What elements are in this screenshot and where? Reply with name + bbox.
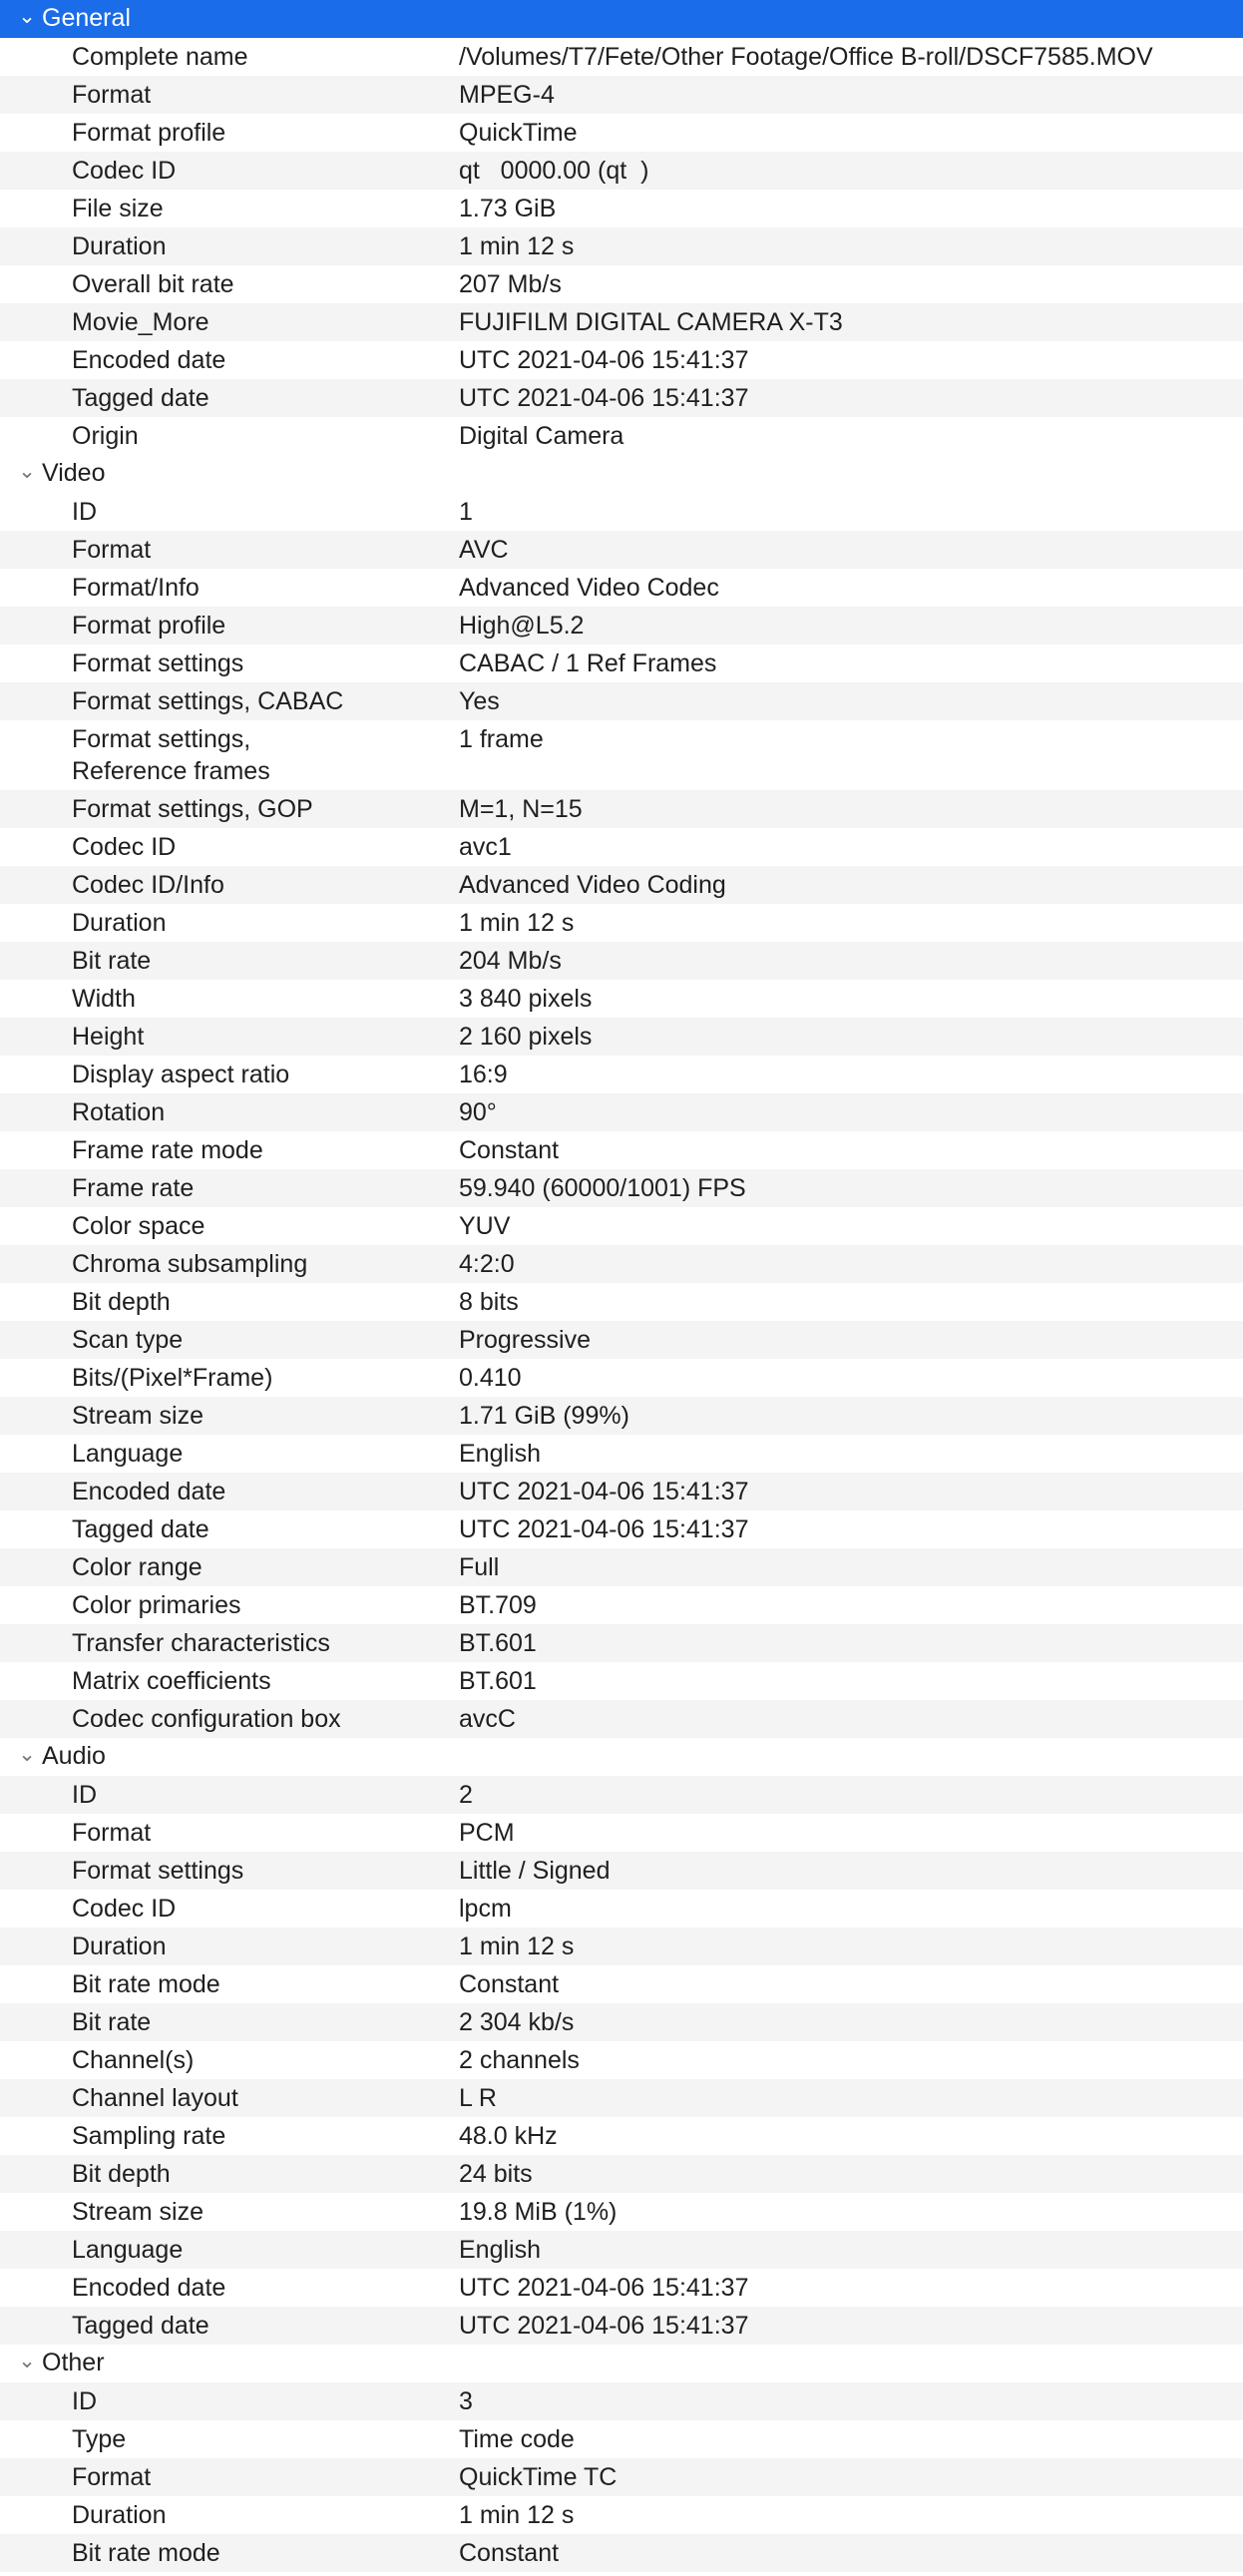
property-key: Codec ID: [72, 833, 177, 861]
property-row[interactable]: [0, 379, 1243, 417]
property-value: M=1, N=15: [459, 795, 583, 823]
property-value: BT.601: [459, 1629, 537, 1657]
property-key: Tagged date: [72, 384, 209, 412]
property-value: 3 840 pixels: [459, 985, 593, 1013]
property-key: Origin: [72, 422, 139, 450]
property-row[interactable]: [0, 866, 1243, 904]
property-value: BT.709: [459, 1591, 537, 1619]
property-value: 19.8 MiB (1%): [459, 2198, 618, 2226]
property-key: Height: [72, 1023, 145, 1051]
property-row[interactable]: [0, 190, 1243, 227]
property-value: CABAC / 1 Ref Frames: [459, 649, 717, 677]
property-row[interactable]: [0, 1093, 1243, 1131]
property-key: Chroma subsampling: [72, 1250, 308, 1278]
property-value: 1.73 GiB: [459, 195, 557, 222]
property-row[interactable]: [0, 1624, 1243, 1662]
property-key: Channel layout: [72, 2084, 238, 2112]
property-key: Overall bit rate: [72, 270, 234, 298]
property-value: Constant: [459, 1970, 560, 1998]
property-key: Matrix coefficients: [72, 1667, 271, 1695]
property-value: UTC 2021-04-06 15:41:37: [459, 2312, 749, 2340]
property-value: Time code: [459, 2425, 575, 2453]
property-key: Bit rate mode: [72, 1970, 220, 1998]
chevron-down-icon[interactable]: ⌄: [18, 5, 36, 28]
property-value: L R: [459, 2084, 497, 2112]
property-row[interactable]: [0, 2307, 1243, 2345]
property-key: Rotation: [72, 1098, 166, 1126]
property-row[interactable]: [0, 2420, 1243, 2458]
property-value: 1 min 12 s: [459, 909, 575, 937]
property-value: Advanced Video Coding: [459, 871, 726, 899]
property-key: Duration: [72, 2501, 167, 2529]
property-value: High@L5.2: [459, 612, 585, 640]
property-value: MPEG-4: [459, 81, 555, 109]
property-value: 16:9: [459, 1061, 508, 1088]
section-title: Audio: [42, 1742, 106, 1770]
property-row[interactable]: [0, 2269, 1243, 2307]
property-row[interactable]: [0, 38, 1243, 76]
property-key: Codec configuration box: [72, 1705, 341, 1733]
section-header-other[interactable]: [0, 2345, 1243, 2382]
property-value: QuickTime TC: [459, 2463, 618, 2491]
property-key: Duration: [72, 1932, 167, 1960]
property-key: Format: [72, 1819, 152, 1847]
property-key: Tagged date: [72, 2312, 209, 2340]
property-row[interactable]: [0, 790, 1243, 828]
property-key: Encoded date: [72, 1478, 226, 1505]
property-row[interactable]: [0, 2041, 1243, 2079]
property-value: qt 0000.00 (qt ): [459, 157, 649, 185]
property-row[interactable]: [0, 493, 1243, 531]
property-key: Language: [72, 2236, 184, 2264]
property-row[interactable]: [0, 1321, 1243, 1359]
property-value: 8 bits: [459, 1288, 519, 1316]
property-key: Codec ID: [72, 157, 177, 185]
property-value: Advanced Video Codec: [459, 574, 719, 602]
property-key: Format settings, CABAC: [72, 687, 344, 715]
property-key: Bit rate: [72, 947, 152, 975]
property-value: Progressive: [459, 1326, 591, 1354]
property-value: UTC 2021-04-06 15:41:37: [459, 1478, 749, 1505]
property-row[interactable]: [0, 1359, 1243, 1397]
property-key: Type: [72, 2425, 127, 2453]
property-value: 2 160 pixels: [459, 1023, 593, 1051]
property-value: avc1: [459, 833, 512, 861]
property-row[interactable]: [0, 569, 1243, 607]
property-key: ID: [72, 1781, 97, 1809]
property-key: Format: [72, 81, 152, 109]
property-row[interactable]: [0, 2231, 1243, 2269]
property-row[interactable]: [0, 1700, 1243, 1738]
property-key: Bit rate: [72, 2008, 152, 2036]
property-value: 90°: [459, 1098, 497, 1126]
property-value: FUJIFILM DIGITAL CAMERA X-T3: [459, 308, 843, 336]
property-value: YUV: [459, 1212, 511, 1240]
property-row[interactable]: [0, 303, 1243, 341]
property-key: Channel(s): [72, 2046, 195, 2074]
property-row[interactable]: [0, 1510, 1243, 1548]
property-row[interactable]: [0, 2003, 1243, 2041]
chevron-down-icon[interactable]: ⌄: [18, 2350, 36, 2372]
property-key: Codec ID: [72, 1895, 177, 1923]
property-row[interactable]: [0, 1965, 1243, 2003]
property-value: 1 min 12 s: [459, 232, 575, 260]
property-row[interactable]: [0, 2117, 1243, 2155]
property-key: Format/Info: [72, 574, 200, 602]
property-row[interactable]: [0, 1473, 1243, 1510]
property-value: QuickTime: [459, 119, 578, 147]
property-key: Color space: [72, 1212, 206, 1240]
property-value: 2 channels: [459, 2046, 580, 2074]
property-key: Movie_More: [72, 308, 209, 336]
property-row[interactable]: [0, 265, 1243, 303]
property-value: 1 min 12 s: [459, 1932, 575, 1960]
property-key: Transfer characteristics: [72, 1629, 330, 1657]
property-value: UTC 2021-04-06 15:41:37: [459, 384, 749, 412]
property-key: Duration: [72, 232, 167, 260]
property-row[interactable]: [0, 2496, 1243, 2534]
property-key: Format settings, Reference frames: [72, 725, 270, 785]
property-row[interactable]: [0, 1245, 1243, 1283]
property-key: Bit rate mode: [72, 2539, 220, 2567]
property-key: ID: [72, 2387, 97, 2415]
property-key: Format settings: [72, 649, 244, 677]
property-key: Tagged date: [72, 1515, 209, 1543]
section-header-general[interactable]: [0, 0, 1243, 38]
property-row[interactable]: [0, 2193, 1243, 2231]
property-key: Frame rate mode: [72, 1136, 263, 1164]
property-row[interactable]: [0, 682, 1243, 720]
property-key: Duration: [72, 909, 167, 937]
property-key: Format settings: [72, 1857, 244, 1885]
property-row[interactable]: [0, 828, 1243, 866]
property-value: lpcm: [459, 1895, 512, 1923]
property-key: Format: [72, 2463, 152, 2491]
property-value: 1: [459, 498, 473, 526]
property-value: Yes: [459, 687, 500, 715]
property-key: Bit depth: [72, 2160, 171, 2188]
property-row[interactable]: [0, 904, 1243, 942]
property-row[interactable]: [0, 1169, 1243, 1207]
property-row[interactable]: [0, 1018, 1243, 1056]
property-value: UTC 2021-04-06 15:41:37: [459, 1515, 749, 1543]
property-key: Codec ID/Info: [72, 871, 224, 899]
section-header-video[interactable]: [0, 455, 1243, 493]
property-key: Frame rate: [72, 1174, 195, 1202]
section-header-audio[interactable]: [0, 1738, 1243, 1776]
property-value: 207 Mb/s: [459, 270, 562, 298]
property-row[interactable]: [0, 1586, 1243, 1624]
property-row[interactable]: [0, 1283, 1243, 1321]
property-key: Width: [72, 985, 136, 1013]
property-row[interactable]: [0, 1397, 1243, 1435]
property-row[interactable]: [0, 2534, 1243, 2572]
property-row[interactable]: [0, 227, 1243, 265]
property-key: Bit depth: [72, 1288, 171, 1316]
property-row[interactable]: [0, 1435, 1243, 1473]
property-value: Full: [459, 1553, 500, 1581]
chevron-down-icon[interactable]: ⌄: [18, 1743, 36, 1766]
property-value: 2: [459, 1781, 473, 1809]
property-value: AVC: [459, 536, 509, 564]
property-key: Format: [72, 536, 152, 564]
property-key: Display aspect ratio: [72, 1061, 290, 1088]
property-row[interactable]: [0, 644, 1243, 682]
property-row[interactable]: [0, 942, 1243, 980]
property-key: ID: [72, 498, 97, 526]
property-key: Format profile: [72, 119, 226, 147]
property-key: Encoded date: [72, 346, 226, 374]
property-row[interactable]: [0, 2382, 1243, 2420]
property-value: 24 bits: [459, 2160, 533, 2188]
section-title: Other: [42, 2349, 105, 2376]
property-row[interactable]: [0, 531, 1243, 569]
property-value: 4:2:0: [459, 1250, 515, 1278]
property-value: BT.601: [459, 1667, 537, 1695]
property-key: Format profile: [72, 612, 226, 640]
property-value: Constant: [459, 1136, 560, 1164]
chevron-down-icon[interactable]: ⌄: [18, 460, 36, 483]
section-title: General: [42, 4, 131, 32]
property-row[interactable]: [0, 1056, 1243, 1093]
property-row[interactable]: [0, 720, 1243, 790]
property-value: 204 Mb/s: [459, 947, 562, 975]
property-key: Encoded date: [72, 2274, 226, 2302]
property-value: avcC: [459, 1705, 516, 1733]
property-key: Complete name: [72, 43, 248, 71]
property-row[interactable]: [0, 114, 1243, 152]
property-row[interactable]: [0, 1662, 1243, 1700]
property-row[interactable]: [0, 1548, 1243, 1586]
property-row[interactable]: [0, 1776, 1243, 1814]
property-key: Stream size: [72, 2198, 204, 2226]
property-key: Bits/(Pixel*Frame): [72, 1364, 273, 1392]
property-value: 0.410: [459, 1364, 522, 1392]
property-key: Language: [72, 1440, 184, 1468]
property-value: 1 frame: [459, 725, 544, 753]
property-value: Little / Signed: [459, 1857, 611, 1885]
property-value: PCM: [459, 1819, 515, 1847]
property-row[interactable]: [0, 417, 1243, 455]
property-row[interactable]: [0, 2458, 1243, 2496]
property-row[interactable]: [0, 1814, 1243, 1852]
property-row[interactable]: [0, 980, 1243, 1018]
property-value: /Volumes/T7/Fete/Other Footage/Office B-roll/DSCF7585.MOV: [459, 43, 1153, 71]
property-key: File size: [72, 195, 164, 222]
property-key: Color primaries: [72, 1591, 241, 1619]
property-value: 1.71 GiB (99%): [459, 1402, 629, 1430]
property-key: Stream size: [72, 1402, 204, 1430]
property-key: Scan type: [72, 1326, 184, 1354]
property-row[interactable]: [0, 2079, 1243, 2117]
property-value: 48.0 kHz: [459, 2122, 558, 2150]
property-value: 2 304 kb/s: [459, 2008, 575, 2036]
property-value: UTC 2021-04-06 15:41:37: [459, 2274, 749, 2302]
property-row[interactable]: [0, 341, 1243, 379]
property-row[interactable]: [0, 1131, 1243, 1169]
property-value: 59.940 (60000/1001) FPS: [459, 1174, 746, 1202]
property-key: Format settings, GOP: [72, 795, 313, 823]
section-title: Video: [42, 459, 106, 487]
property-value: 1 min 12 s: [459, 2501, 575, 2529]
property-value: English: [459, 1440, 541, 1468]
property-value: Constant: [459, 2539, 560, 2567]
property-row[interactable]: [0, 1928, 1243, 1965]
property-row[interactable]: [0, 152, 1243, 190]
property-row[interactable]: [0, 1852, 1243, 1890]
property-value: 3: [459, 2387, 473, 2415]
property-value: English: [459, 2236, 541, 2264]
property-key: Color range: [72, 1553, 203, 1581]
property-row[interactable]: [0, 2155, 1243, 2193]
property-value: UTC 2021-04-06 15:41:37: [459, 346, 749, 374]
property-row[interactable]: [0, 1207, 1243, 1245]
property-row[interactable]: [0, 76, 1243, 114]
property-row[interactable]: [0, 1890, 1243, 1928]
property-value: Digital Camera: [459, 422, 624, 450]
property-key: Sampling rate: [72, 2122, 226, 2150]
property-row[interactable]: [0, 607, 1243, 644]
